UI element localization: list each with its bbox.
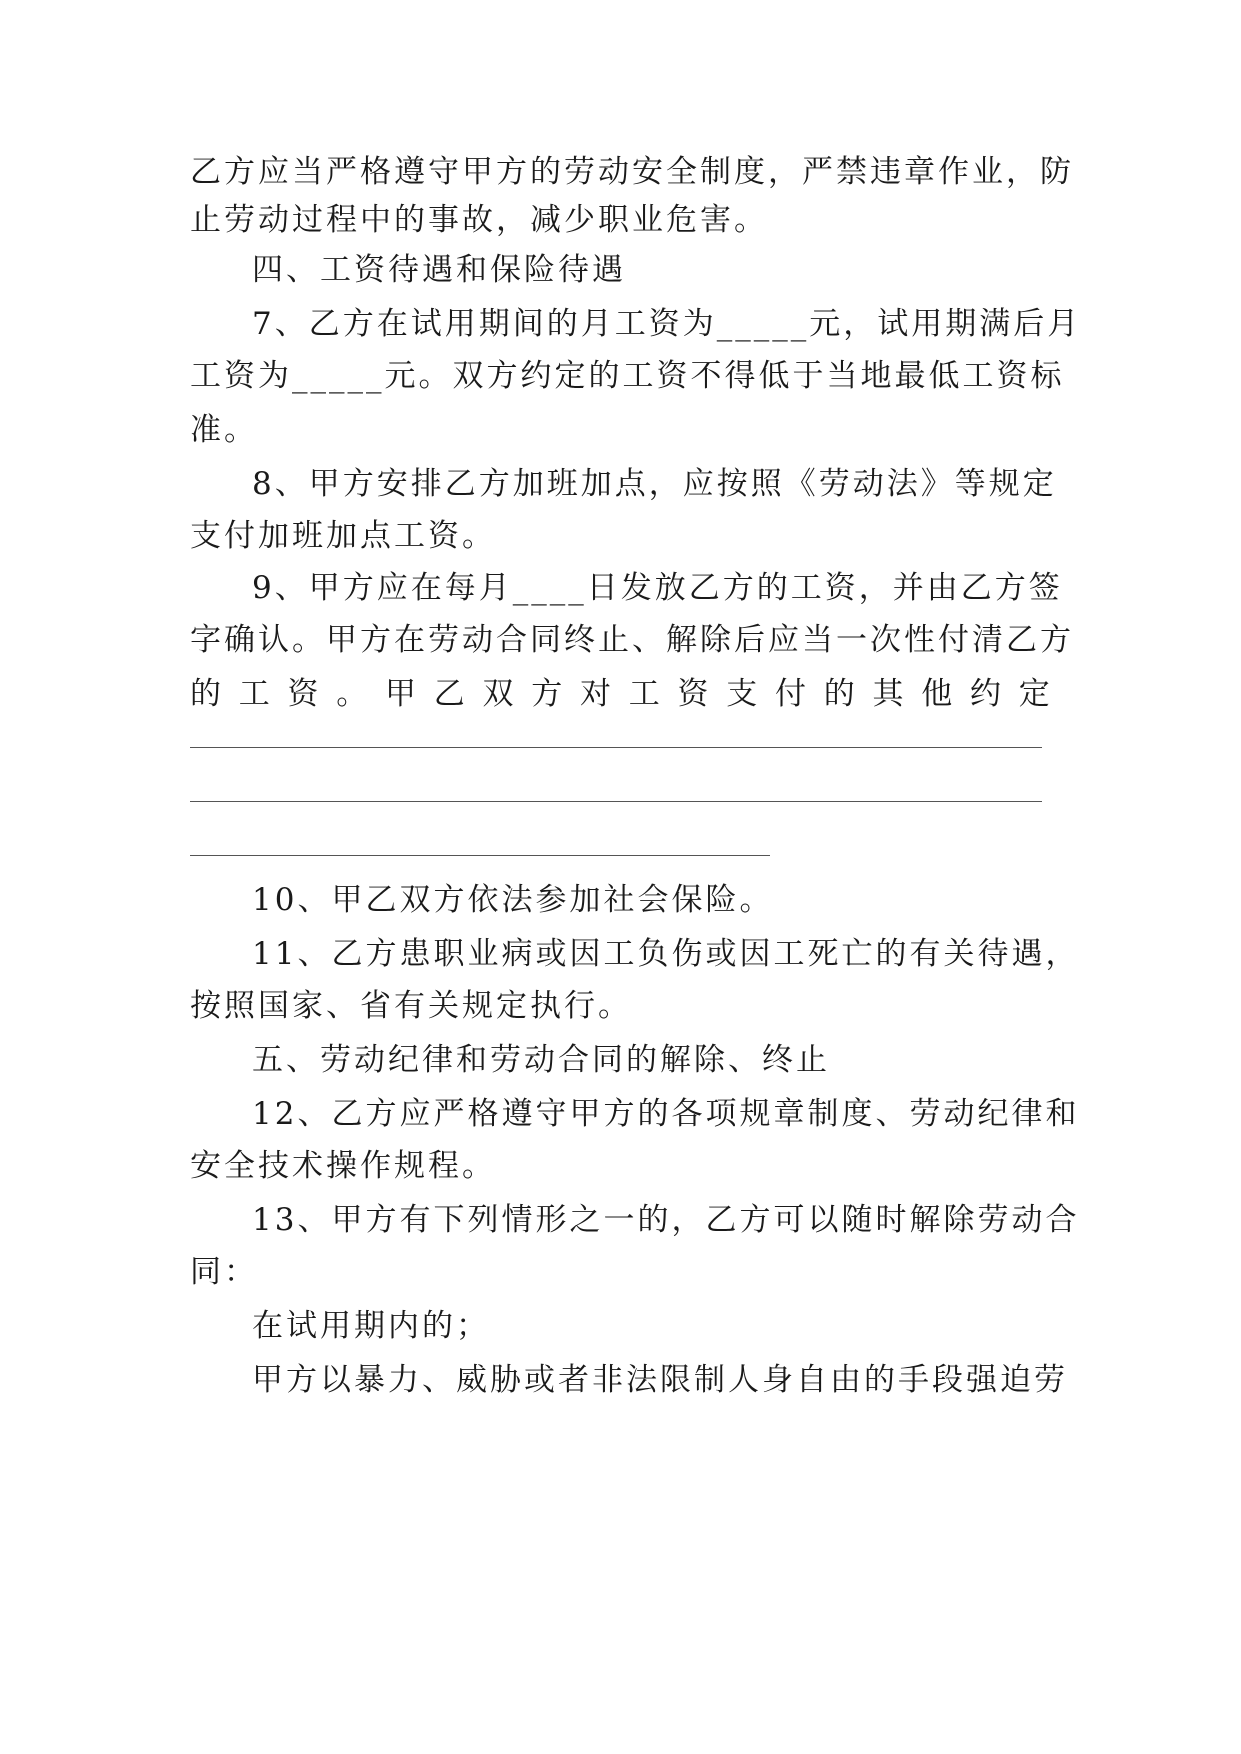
clause-11: 11、乙方患职业病或因工负伤或因工死亡的有关待遇， xyxy=(252,936,1080,972)
char: 乙 xyxy=(433,676,465,712)
clause-9: 9、甲方应在每月____日发放乙方的工资，并由乙方签 xyxy=(252,570,1063,606)
char: 双 xyxy=(482,676,514,712)
char: 的 xyxy=(190,676,221,712)
char: 对 xyxy=(580,676,611,712)
list-item: 甲方以暴力、威胁或者非法限制人身自由的手段强迫劳 xyxy=(252,1362,1068,1398)
char: 资 xyxy=(287,676,319,712)
char: 工 xyxy=(238,676,270,712)
clause-10: 10、甲乙双方依法参加社会保险。 xyxy=(252,882,774,918)
section-heading: 四、工资待遇和保险待遇 xyxy=(252,252,626,288)
text-line: 字确认。甲方在劳动合同终止、解除后应当一次性付清乙方 xyxy=(190,622,1074,658)
clause-8: 8、甲方安排乙方加班加点，应按照《劳动法》等规定 xyxy=(252,466,1057,502)
clause-13: 13、甲方有下列情形之一的，乙方可以随时解除劳动合 xyxy=(252,1202,1080,1238)
text-line: 准。 xyxy=(190,412,258,448)
list-item: 在试用期内的； xyxy=(252,1308,490,1344)
char: 定 xyxy=(1018,676,1050,712)
blank-fill-line xyxy=(190,747,1042,748)
blank-fill-line xyxy=(190,801,1042,802)
text-line: 止劳动过程中的事故，减少职业危害。 xyxy=(190,202,768,238)
char: 方 xyxy=(531,676,563,712)
clause-7: 7、乙方在试用期间的月工资为_____元，试用期满后月 xyxy=(252,306,1082,342)
justified-line xyxy=(190,674,1050,714)
text-line: 同： xyxy=(190,1254,258,1290)
blank-fill-line xyxy=(190,855,770,856)
char: 约 xyxy=(970,676,1001,712)
section-heading: 五、劳动纪律和劳动合同的解除、终止 xyxy=(252,1042,830,1078)
text-line: 工资为_____元。双方约定的工资不得低于当地最低工资标 xyxy=(190,358,1065,394)
char: 。 xyxy=(336,676,368,712)
char: 资 xyxy=(677,676,709,712)
text-line: 支付加班加点工资。 xyxy=(190,518,496,554)
clause-12: 12、乙方应严格遵守甲方的各项规章制度、劳动纪律和 xyxy=(252,1096,1080,1132)
char: 他 xyxy=(921,676,953,712)
char: 的 xyxy=(823,676,855,712)
char: 支 xyxy=(726,676,758,712)
text-line: 乙方应当严格遵守甲方的劳动安全制度，严禁违章作业，防 xyxy=(190,154,1074,190)
text-line: 安全技术操作规程。 xyxy=(190,1148,496,1184)
char: 其 xyxy=(872,676,904,712)
char: 付 xyxy=(775,676,806,712)
text-line: 按照国家、省有关规定执行。 xyxy=(190,988,632,1024)
char: 甲 xyxy=(385,676,416,712)
char: 工 xyxy=(628,676,660,712)
